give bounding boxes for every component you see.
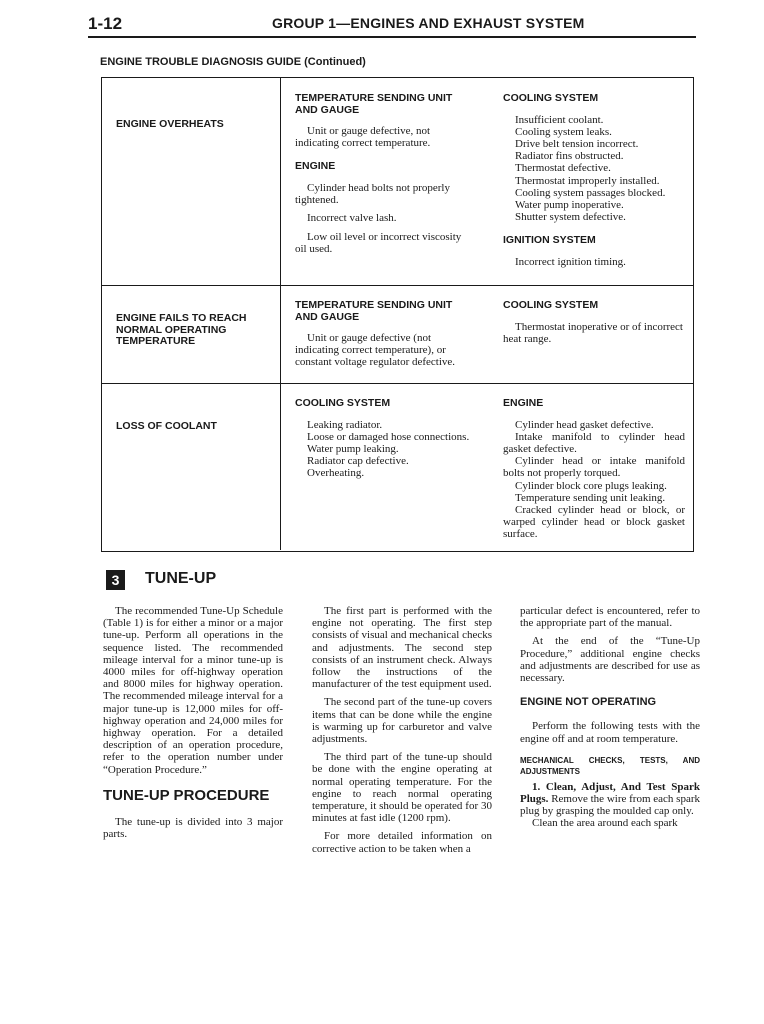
page-number: 1-12 xyxy=(88,14,123,33)
paragraph: The third part of the tune-up should be done with the engine operating at normal operating temperature. For the engine to reach normal operating temperature, it should be operated for 30 minutes at fast idle (1200 rpm). xyxy=(312,751,492,825)
paragraph: The second part of the tune-up covers items that can be done while the engine is warming up for carburetor and valve adjustments. xyxy=(312,696,492,746)
run-in-text: Remove the wire from each spark plug by grasping the moulded cap only. xyxy=(520,793,701,818)
cause-line: Radiator cap defective. xyxy=(307,455,409,468)
cause-line: Water pump inoperative. xyxy=(515,198,624,211)
row3-right-column xyxy=(503,398,685,541)
cause-line: Thermostat defective. xyxy=(515,162,611,175)
cause-line: Drive belt tension incorrect. xyxy=(515,137,639,150)
condition-engine-overheats: ENGINE OVERHEATS xyxy=(116,118,224,130)
cause-heading: IGNITION SYSTEM xyxy=(503,234,596,247)
condition-loss-of-coolant: LOSS OF COOLANT xyxy=(116,420,217,432)
cause-text: Cylinder head or intake manifold bolts not properly torqued. xyxy=(503,455,685,480)
paragraph xyxy=(520,781,700,818)
diagnosis-table xyxy=(101,77,694,552)
cause-heading: ENGINE xyxy=(295,160,336,173)
cause-text: Temperature sending unit leaking. xyxy=(515,491,666,504)
paragraph: At the end of the “Tune-Up Procedure,” additional engine checks and adjustments are described for use as necessary. xyxy=(520,635,700,685)
cause-heading: COOLING SYSTEM xyxy=(295,397,391,409)
cause-line: Overheating. xyxy=(307,467,365,480)
cause-text: Incorrect valve lash. xyxy=(307,212,397,225)
row2-mid-column xyxy=(295,300,475,375)
cause-line: Water pump leaking. xyxy=(307,442,399,455)
subheading-tune-up-procedure: TUNE-UP PROCEDURE xyxy=(103,786,270,804)
cause-text: Cylinder head bolts not properly tightened. xyxy=(295,181,450,207)
cause-line: Leaking radiator. xyxy=(307,418,383,431)
cause-heading: TEMPERATURE SENDING UNIT AND GAUGE xyxy=(295,92,453,116)
paragraph: Clean the area around each spark xyxy=(532,817,678,830)
table-row-divider xyxy=(102,285,693,286)
run-in-heading: 1. Clean, Adjust, And Test Spark Plugs. xyxy=(520,780,700,806)
section-title: TUNE-UP xyxy=(145,570,217,587)
subheading-engine-not-operating: ENGINE NOT OPERATING xyxy=(520,696,657,709)
cause-line: Shutter system defective. xyxy=(515,211,626,224)
diagnosis-guide-title: ENGINE TROUBLE DIAGNOSIS GUIDE (Continued) xyxy=(100,56,366,68)
body-column-3 xyxy=(520,605,700,836)
cause-text: Thermostat inoperative or of incorrect heat range. xyxy=(503,320,683,345)
section-number-badge: 3 xyxy=(106,570,125,590)
table-row-divider xyxy=(102,383,693,384)
condition-fails-to-reach-temp: ENGINE FAILS TO REACH NORMAL OPERATING TEMPERATURE xyxy=(116,312,247,347)
cause-text: Unit or gauge defective (not indicating correct temperature), or constant voltage regulator defective. xyxy=(295,332,456,369)
paragraph: For more detailed information on corrective action to be taken when a xyxy=(312,830,492,855)
paragraph: The recommended Tune-Up Schedule (Table 1) is for either a minor or a major tune-up. Perform all operations in the sequence listed. The recommended mileage interval for a minor tune-up is 4000 miles for off-highway operation and 8000 miles for highway operation. The recommended mileage interval for a major tune-up is 12,000 miles for off-highway operation and 24,000 miles for highway operation. For a detailed description of an operation procedure, refer to the operation number under “Operation Procedure.” xyxy=(103,605,283,776)
cause-heading: ENGINE xyxy=(503,397,544,409)
group-title: GROUP 1—ENGINES AND EXHAUST SYSTEM xyxy=(272,15,585,31)
header-rule xyxy=(88,36,696,38)
body-column-2 xyxy=(312,605,492,861)
cause-text: Intake manifold to cylinder head gasket defective. xyxy=(503,430,685,455)
cause-line: Loose or damaged hose connections. xyxy=(307,430,470,443)
paragraph: The tune-up is divided into 3 major parts. xyxy=(103,816,283,841)
subheading-mechanical-checks: MECHANICAL CHECKS, TESTS, AND ADJUSTMENTS xyxy=(520,755,700,776)
cause-text: Unit or gauge defective, not indicating correct temperature. xyxy=(295,125,431,150)
row3-mid-column xyxy=(295,398,475,480)
paragraph: particular defect is encountered, refer to the appropriate part of the manual. xyxy=(520,605,700,630)
table-column-divider xyxy=(280,78,281,550)
cause-line: Insufficient coolant. xyxy=(515,113,604,126)
cause-line: Thermostat improperly installed. xyxy=(515,174,660,187)
cause-line: Incorrect ignition timing. xyxy=(515,255,626,268)
cause-text: Low oil level or incorrect viscosity oil used. xyxy=(295,230,462,255)
cause-text: Cylinder block core plugs leaking. xyxy=(515,479,667,492)
cause-heading: TEMPERATURE SENDING UNIT AND GAUGE xyxy=(295,299,453,323)
cause-text: Cylinder head gasket defective. xyxy=(515,418,654,431)
row1-right-column xyxy=(503,93,685,268)
cause-heading: COOLING SYSTEM xyxy=(503,299,599,311)
body-column-1 xyxy=(103,605,283,846)
paragraph: Perform the following tests with the engine off and at room temperature. xyxy=(520,720,700,745)
row2-right-column xyxy=(503,300,685,351)
row1-mid-column xyxy=(295,93,475,261)
cause-text: Cracked cylinder head or block, or warped cylinder head or block gasket surface. xyxy=(503,503,685,541)
cause-line: Radiator fins obstructed. xyxy=(515,150,624,163)
cause-heading: COOLING SYSTEM xyxy=(503,92,599,104)
cause-line: Cooling system leaks. xyxy=(515,125,612,138)
paragraph: The first part is performed with the engine not operating. The first step consists of visual and mechanical checks and adjustments. The second step consists of an instrument check. Always follow the instructions of the manufacturer of the test equipment used. xyxy=(312,605,492,691)
cause-line: Cooling system passages blocked. xyxy=(515,186,666,199)
